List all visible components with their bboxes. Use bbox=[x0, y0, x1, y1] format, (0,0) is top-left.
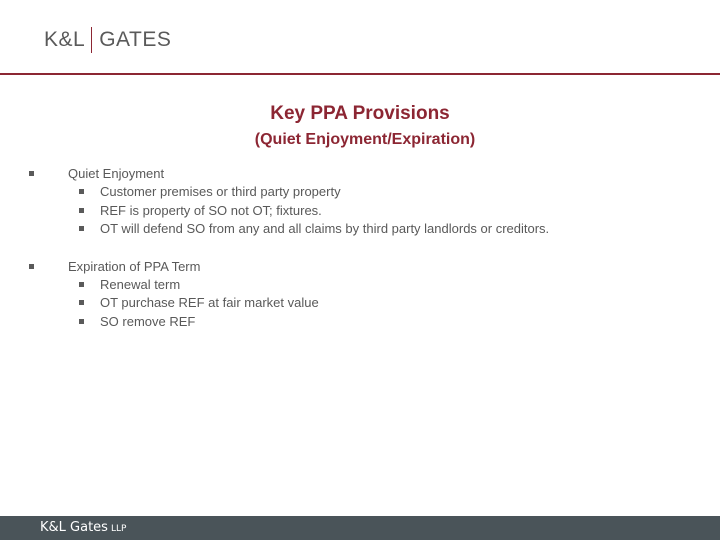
spacer bbox=[0, 239, 720, 258]
footer-firm-name: K&L Gates bbox=[40, 520, 108, 535]
slide-content bbox=[0, 165, 720, 331]
list-item bbox=[0, 183, 720, 202]
footer-bar bbox=[0, 516, 720, 540]
firm-logo bbox=[44, 27, 171, 53]
list-item-text: OT will defend SO from any and all claims by third party landlords or creditors. bbox=[100, 221, 550, 236]
slide-subtitle: (Quiet Enjoyment/Expiration) bbox=[254, 131, 476, 148]
bullet-icon bbox=[79, 319, 84, 324]
list-item-text: SO remove REF bbox=[100, 313, 196, 329]
bullet-icon bbox=[29, 171, 34, 176]
section-label: Expiration of PPA Term bbox=[68, 258, 201, 274]
list-item-text: OT purchase REF at fair market value bbox=[100, 295, 319, 310]
logo-left-text: K&L bbox=[44, 28, 86, 51]
section-expiration bbox=[0, 258, 720, 276]
list-item bbox=[0, 313, 720, 332]
logo-divider bbox=[91, 27, 92, 53]
slide-title: Key PPA Provisions bbox=[270, 103, 450, 124]
bullet-icon bbox=[79, 208, 84, 213]
list-item bbox=[0, 294, 720, 313]
logo-right-text: GATES bbox=[99, 28, 172, 51]
list-item bbox=[0, 276, 720, 295]
header-rule bbox=[0, 73, 720, 75]
list-item-text: REF is property of SO not OT; fixtures. bbox=[100, 202, 322, 218]
bullet-icon bbox=[79, 300, 84, 305]
footer-llp: LLP bbox=[110, 524, 127, 534]
bullet-icon bbox=[79, 226, 84, 231]
list-item-text: Customer premises or third party property bbox=[100, 184, 341, 199]
bullet-icon bbox=[79, 189, 84, 194]
section-quiet-enjoyment bbox=[0, 165, 720, 183]
section-label: Quiet Enjoyment bbox=[68, 166, 165, 181]
bullet-icon bbox=[79, 282, 84, 287]
list-item-text: Renewal term bbox=[100, 276, 181, 292]
list-item bbox=[0, 220, 720, 239]
bullet-icon bbox=[29, 264, 34, 269]
list-item bbox=[0, 202, 720, 221]
footer-logo bbox=[40, 520, 126, 535]
